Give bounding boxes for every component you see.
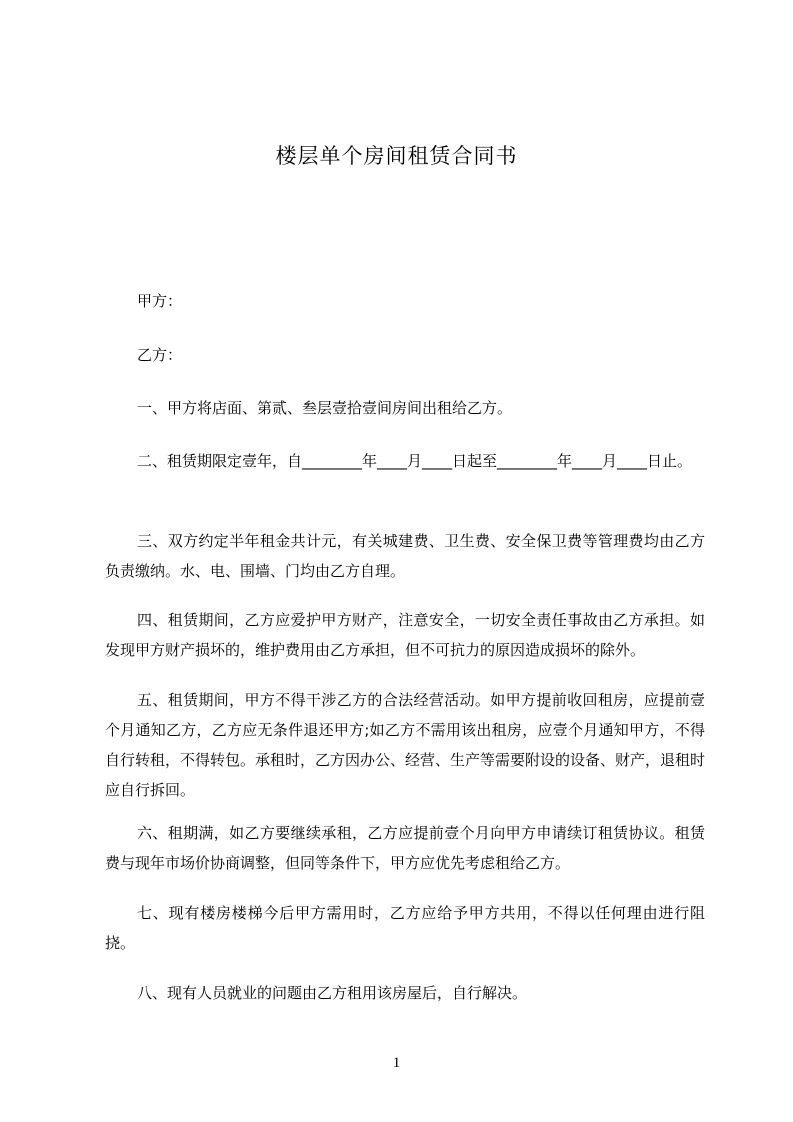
- page-number: 1: [392, 1055, 401, 1071]
- clause-4: 四、租赁期间，乙方应爱护甲方财产，注意安全，一切安全责任事故由乙方承担。如发现甲方财产损坏的，维护费用由乙方承担，但不可抗力的原因造成损坏的除外。: [105, 611, 705, 659]
- clause-5: 五、租赁期间，甲方不得干涉乙方的合法经营活动。如甲方提前收回租房，应提前壹个月通知乙方，乙方应无条件退还甲方;如乙方不需用该出租房，应壹个月通知甲方，不得自行转租，不得转包。承租时，乙方因办公、经营、生产等需要附设的设备、财产，退租时应自行拆回。: [105, 691, 706, 799]
- clause-7: 七、现有楼房楼梯今后甲方需用时，乙方应给予甲方共用，不得以任何理由进行阻挠。: [105, 904, 705, 952]
- clause-8: 八、现有人员就业的问题由乙方租用该房屋后，自行解决。: [137, 984, 528, 1002]
- document-title: 楼层单个房间租赁合同书: [275, 144, 518, 168]
- clause-6: 六、租期满，如乙方要继续承租，乙方应提前壹个月向甲方申请续订租赁协议。租赁费与现年市场价协商调整，但同等条件下，甲方应优先考虑租给乙方。: [105, 824, 705, 872]
- clause-2: 二、租赁期限定壹年，自________年____月____日起至________年____月____日止。: [137, 452, 693, 470]
- clause-1: 一、甲方将店面、第贰、叁层壹拾壹间房间出租给乙方。: [137, 399, 513, 417]
- clause-3: 三、双方约定半年租金共计元，有关城建费、卫生费、安全保卫费等管理费均由乙方负责缴纳。水、电、围墙、门均由乙方自理。: [105, 532, 705, 580]
- party-b-label: 乙方：: [137, 346, 183, 364]
- party-a-label: 甲方：: [137, 292, 183, 310]
